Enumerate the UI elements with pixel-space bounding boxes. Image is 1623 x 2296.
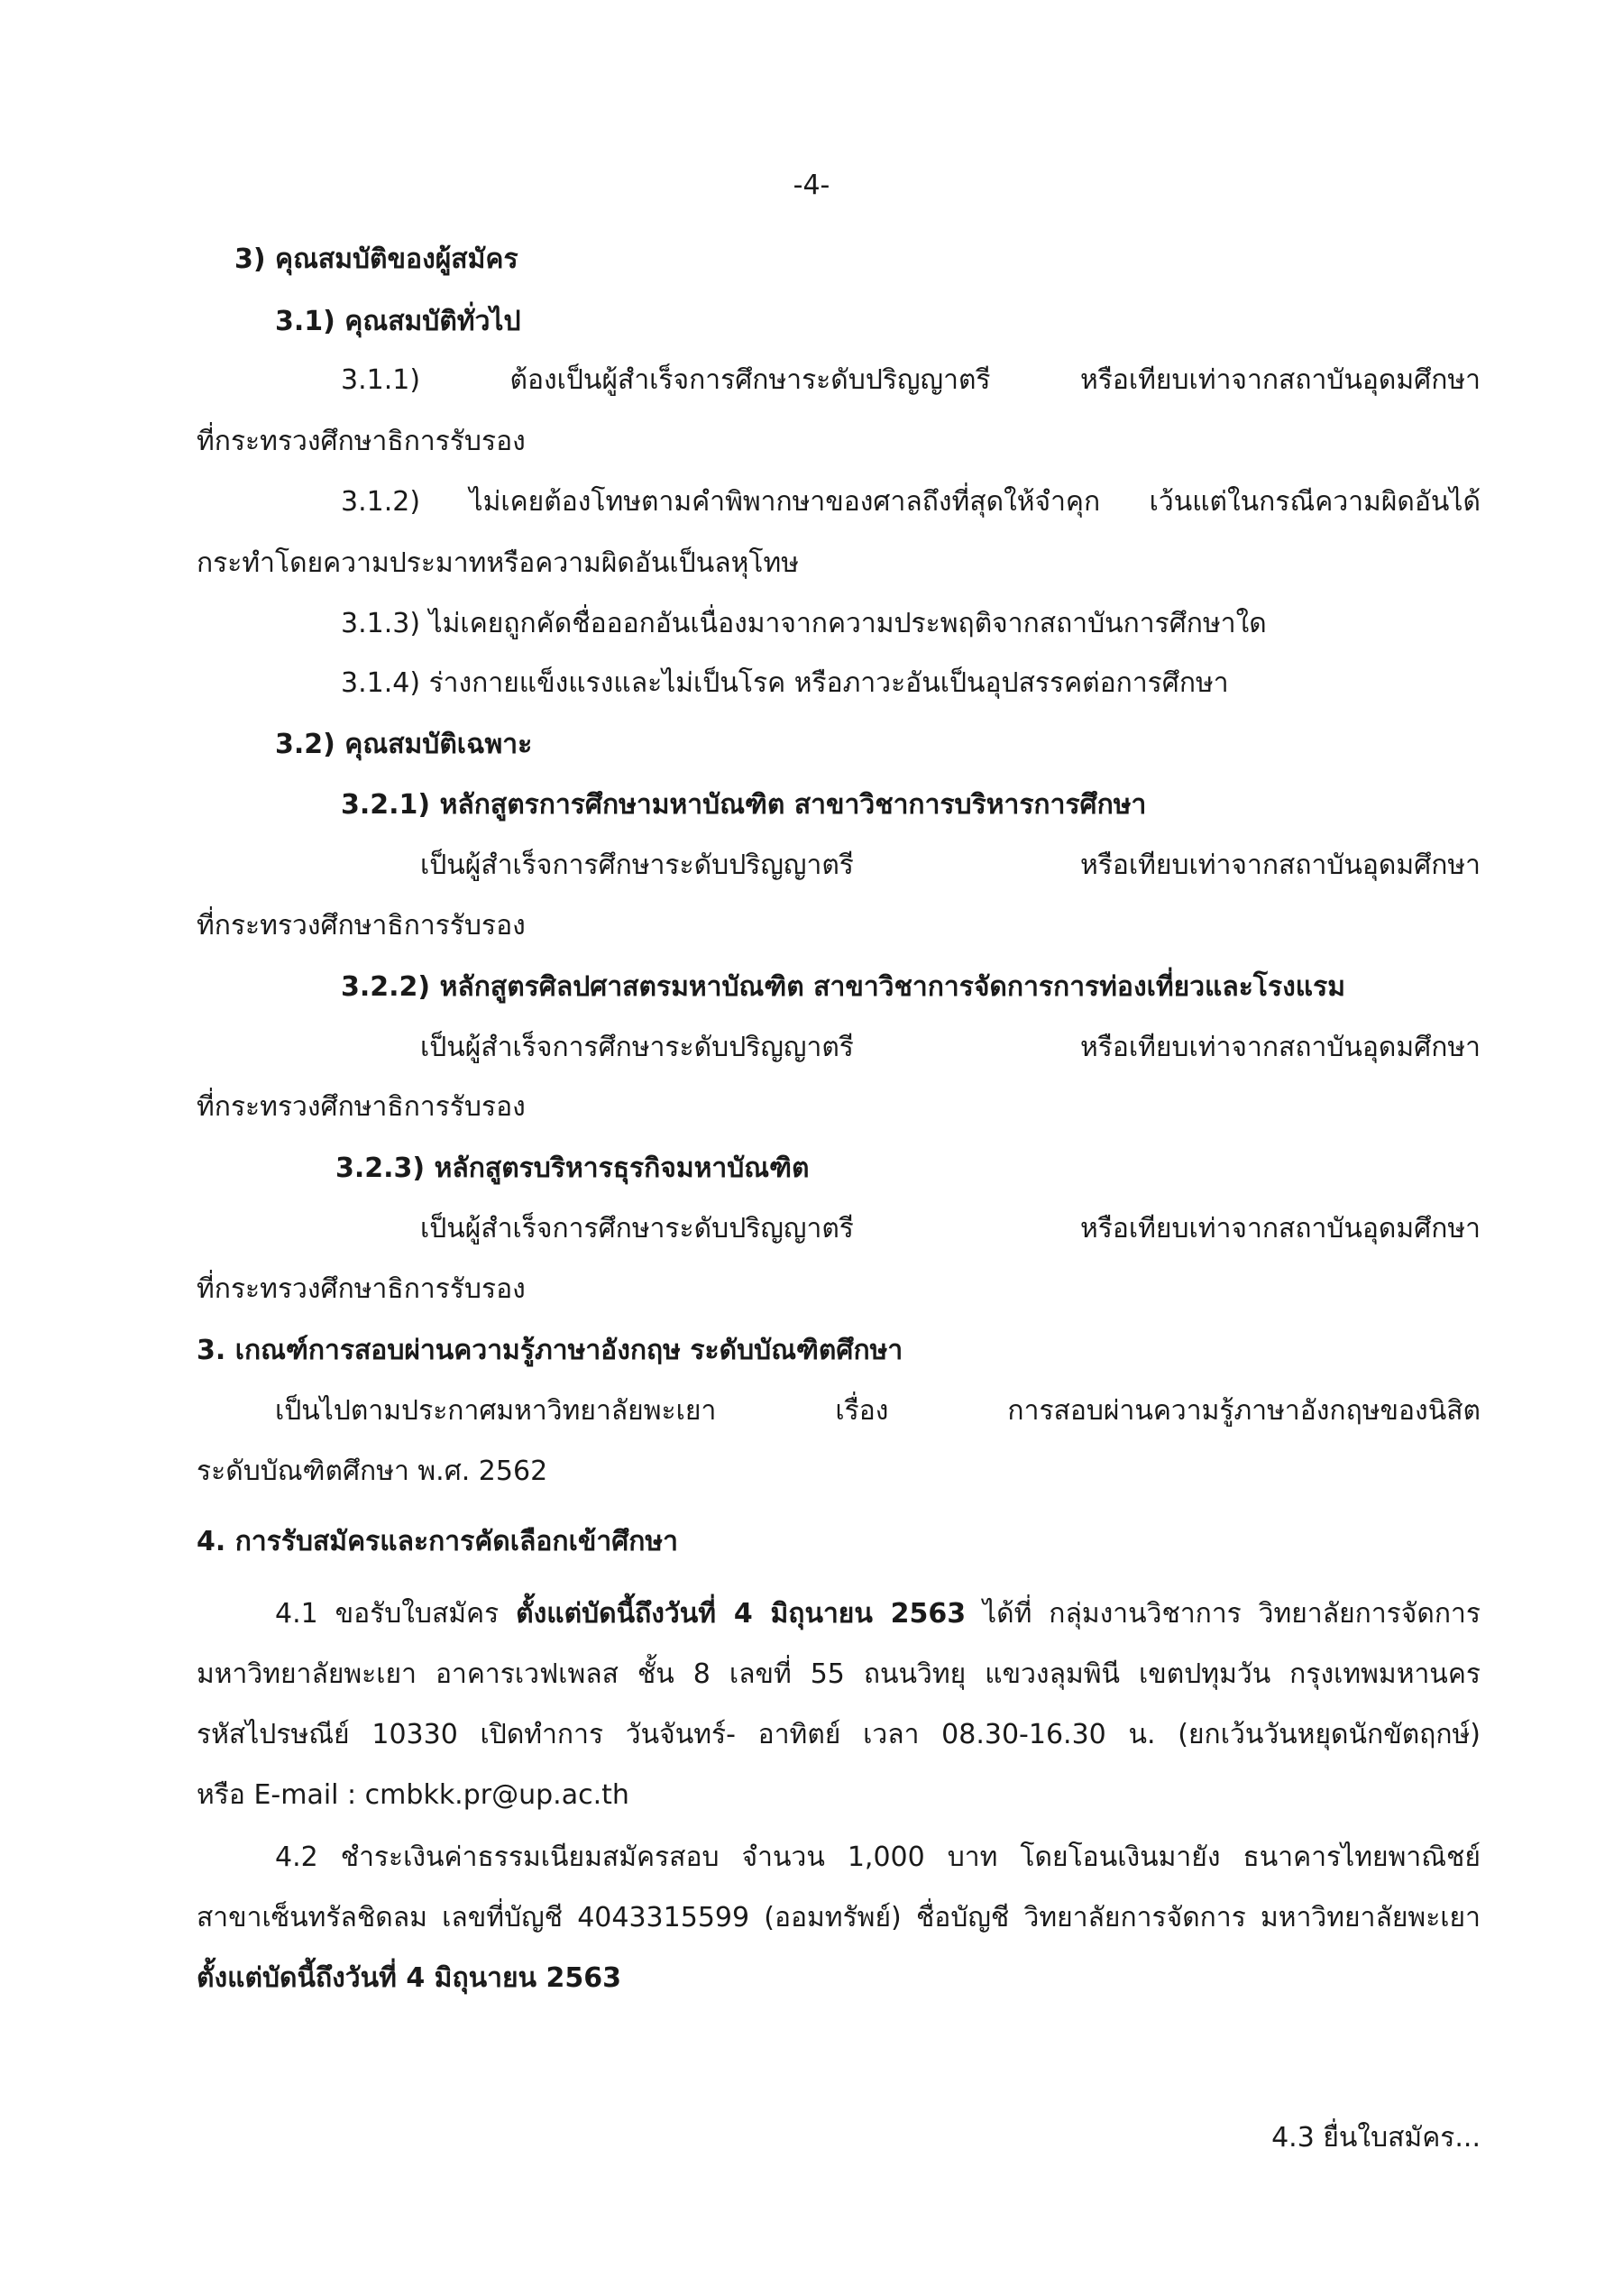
general-qual-1-line1: 3.1.1) ต้องเป็นผู้สำเร็จการศึกษาระดับปริญญาตรี หรือเทียบเท่าจากสถาบันอุดมศึกษา [341,364,1481,396]
program-3-line2: ที่กระทรวงศึกษาธิการรับรอง [197,1273,526,1305]
specific-qualifications-heading: 3.2) คุณสมบัติเฉพาะ [275,729,533,760]
general-qual-4: 3.1.4) ร่างกายแข็งแรงและไม่เป็นโรค หรือภาวะอันเป็นอุปสรรคต่อการศึกษา [341,667,1229,699]
continuation-note: 4.3 ยื่นใบสมัคร... [1271,2122,1481,2154]
general-qual-2-line1: 3.1.2) ไม่เคยต้องโทษตามคำพิพากษาของศาลถึงที่สุดให้จำคุก เว้นแต่ในกรณีความผิดอันได้ [341,486,1481,518]
general-qual-1-line2: ที่กระทรวงศึกษาธิการรับรอง [197,426,526,457]
program-3-heading: 3.2.3) หลักสูตรบริหารธุรกิจมหาบัณฑิต [335,1153,810,1184]
general-qualifications-heading: 3.1) คุณสมบัติทั่วไป [275,306,521,337]
english-criteria-heading: 3. เกณฑ์การสอบผ่านความรู้ภาษาอังกฤษ ระดับบัณฑิตศึกษา [197,1335,903,1366]
program-2-line2: ที่กระทรวงศึกษาธิการรับรอง [197,1091,526,1123]
general-qual-3: 3.1.3) ไม่เคยถูกคัดชื่อออกอันเนื่องมาจากความประพฤติจากสถาบันการศึกษาใด [341,608,1267,639]
apply-deadline: ตั้งแต่บัดนี้ถึงวันที่ 4 มิถุนายน 2563 [516,1598,967,1630]
apply-4-2-line2: สาขาเซ็นทรัลชิดลม เลขที่บัญชี 4043315599 (ออมทรัพย์) ชื่อบัญชี วิทยาลัยการจัดการ มหาวิทยาลัยพะเยา [197,1902,1481,1933]
program-1-heading: 3.2.1) หลักสูตรการศึกษามหาบัณฑิต สาขาวิชาการบริหารการศึกษา [341,789,1147,821]
apply-4-1-pre: 4.1 ขอรับใบสมัคร [275,1598,517,1630]
english-criteria-line1: เป็นไปตามประกาศมหาวิทยาลัยพะเยา เรื่อง การสอบผ่านความรู้ภาษาอังกฤษของนิสิต [275,1395,1481,1427]
apply-4-1-line1 [275,1596,1481,1632]
apply-4-1-line3: รหัสไปรษณีย์ 10330 เปิดทำการ วันจันทร์- อาทิตย์ เวลา 08.30-16.30 น. (ยกเว้นวันหยุดนักขัตฤกษ์) [197,1719,1481,1750]
qualifications-heading: 3) คุณสมบัติของผู้สมัคร [234,243,518,275]
english-criteria-line2: ระดับบัณฑิตศึกษา พ.ศ. 2562 [197,1456,548,1487]
program-2-line1: เป็นผู้สำเร็จการศึกษาระดับปริญญาตรี หรือเทียบเท่าจากสถาบันอุดมศึกษา [420,1032,1481,1063]
apply-4-1-line2: มหาวิทยาลัยพะเยา อาคารเวฟเพลส ชั้น 8 เลขที่ 55 ถนนวิทยุ แขวงลุมพินี เขตปทุมวัน กรุงเทพมหานคร [197,1658,1481,1690]
application-heading: 4. การรับสมัครและการคัดเลือกเข้าศึกษา [197,1526,679,1557]
page-number: -4- [793,170,830,201]
program-1-line1: เป็นผู้สำเร็จการศึกษาระดับปริญญาตรี หรือเทียบเท่าจากสถาบันอุดมศึกษา [420,850,1481,881]
apply-4-1-post: ได้ที่ กลุ่มงานวิชาการ วิทยาลัยการจัดการ [966,1598,1481,1630]
apply-4-2-deadline: ตั้งแต่บัดนี้ถึงวันที่ 4 มิถุนายน 2563 [197,1962,622,1994]
program-1-line2: ที่กระทรวงศึกษาธิการรับรอง [197,910,526,941]
program-3-line1: เป็นผู้สำเร็จการศึกษาระดับปริญญาตรี หรือเทียบเท่าจากสถาบันอุดมศึกษา [420,1213,1481,1244]
apply-4-1-email: หรือ E-mail : cmbkk.pr@up.ac.th [197,1779,629,1811]
apply-4-2-line1: 4.2 ชำระเงินค่าธรรมเนียมสมัครสอบ จำนวน 1,000 บาท โดยโอนเงินมายัง ธนาคารไทยพาณิชย์ [275,1841,1481,1873]
program-2-heading: 3.2.2) หลักสูตรศิลปศาสตรมหาบัณฑิต สาขาวิชาการจัดการการท่องเที่ยวและโรงแรม [341,971,1345,1003]
general-qual-2-line2: กระทำโดยความประมาทหรือความผิดอันเป็นลหุโทษ [197,547,800,579]
